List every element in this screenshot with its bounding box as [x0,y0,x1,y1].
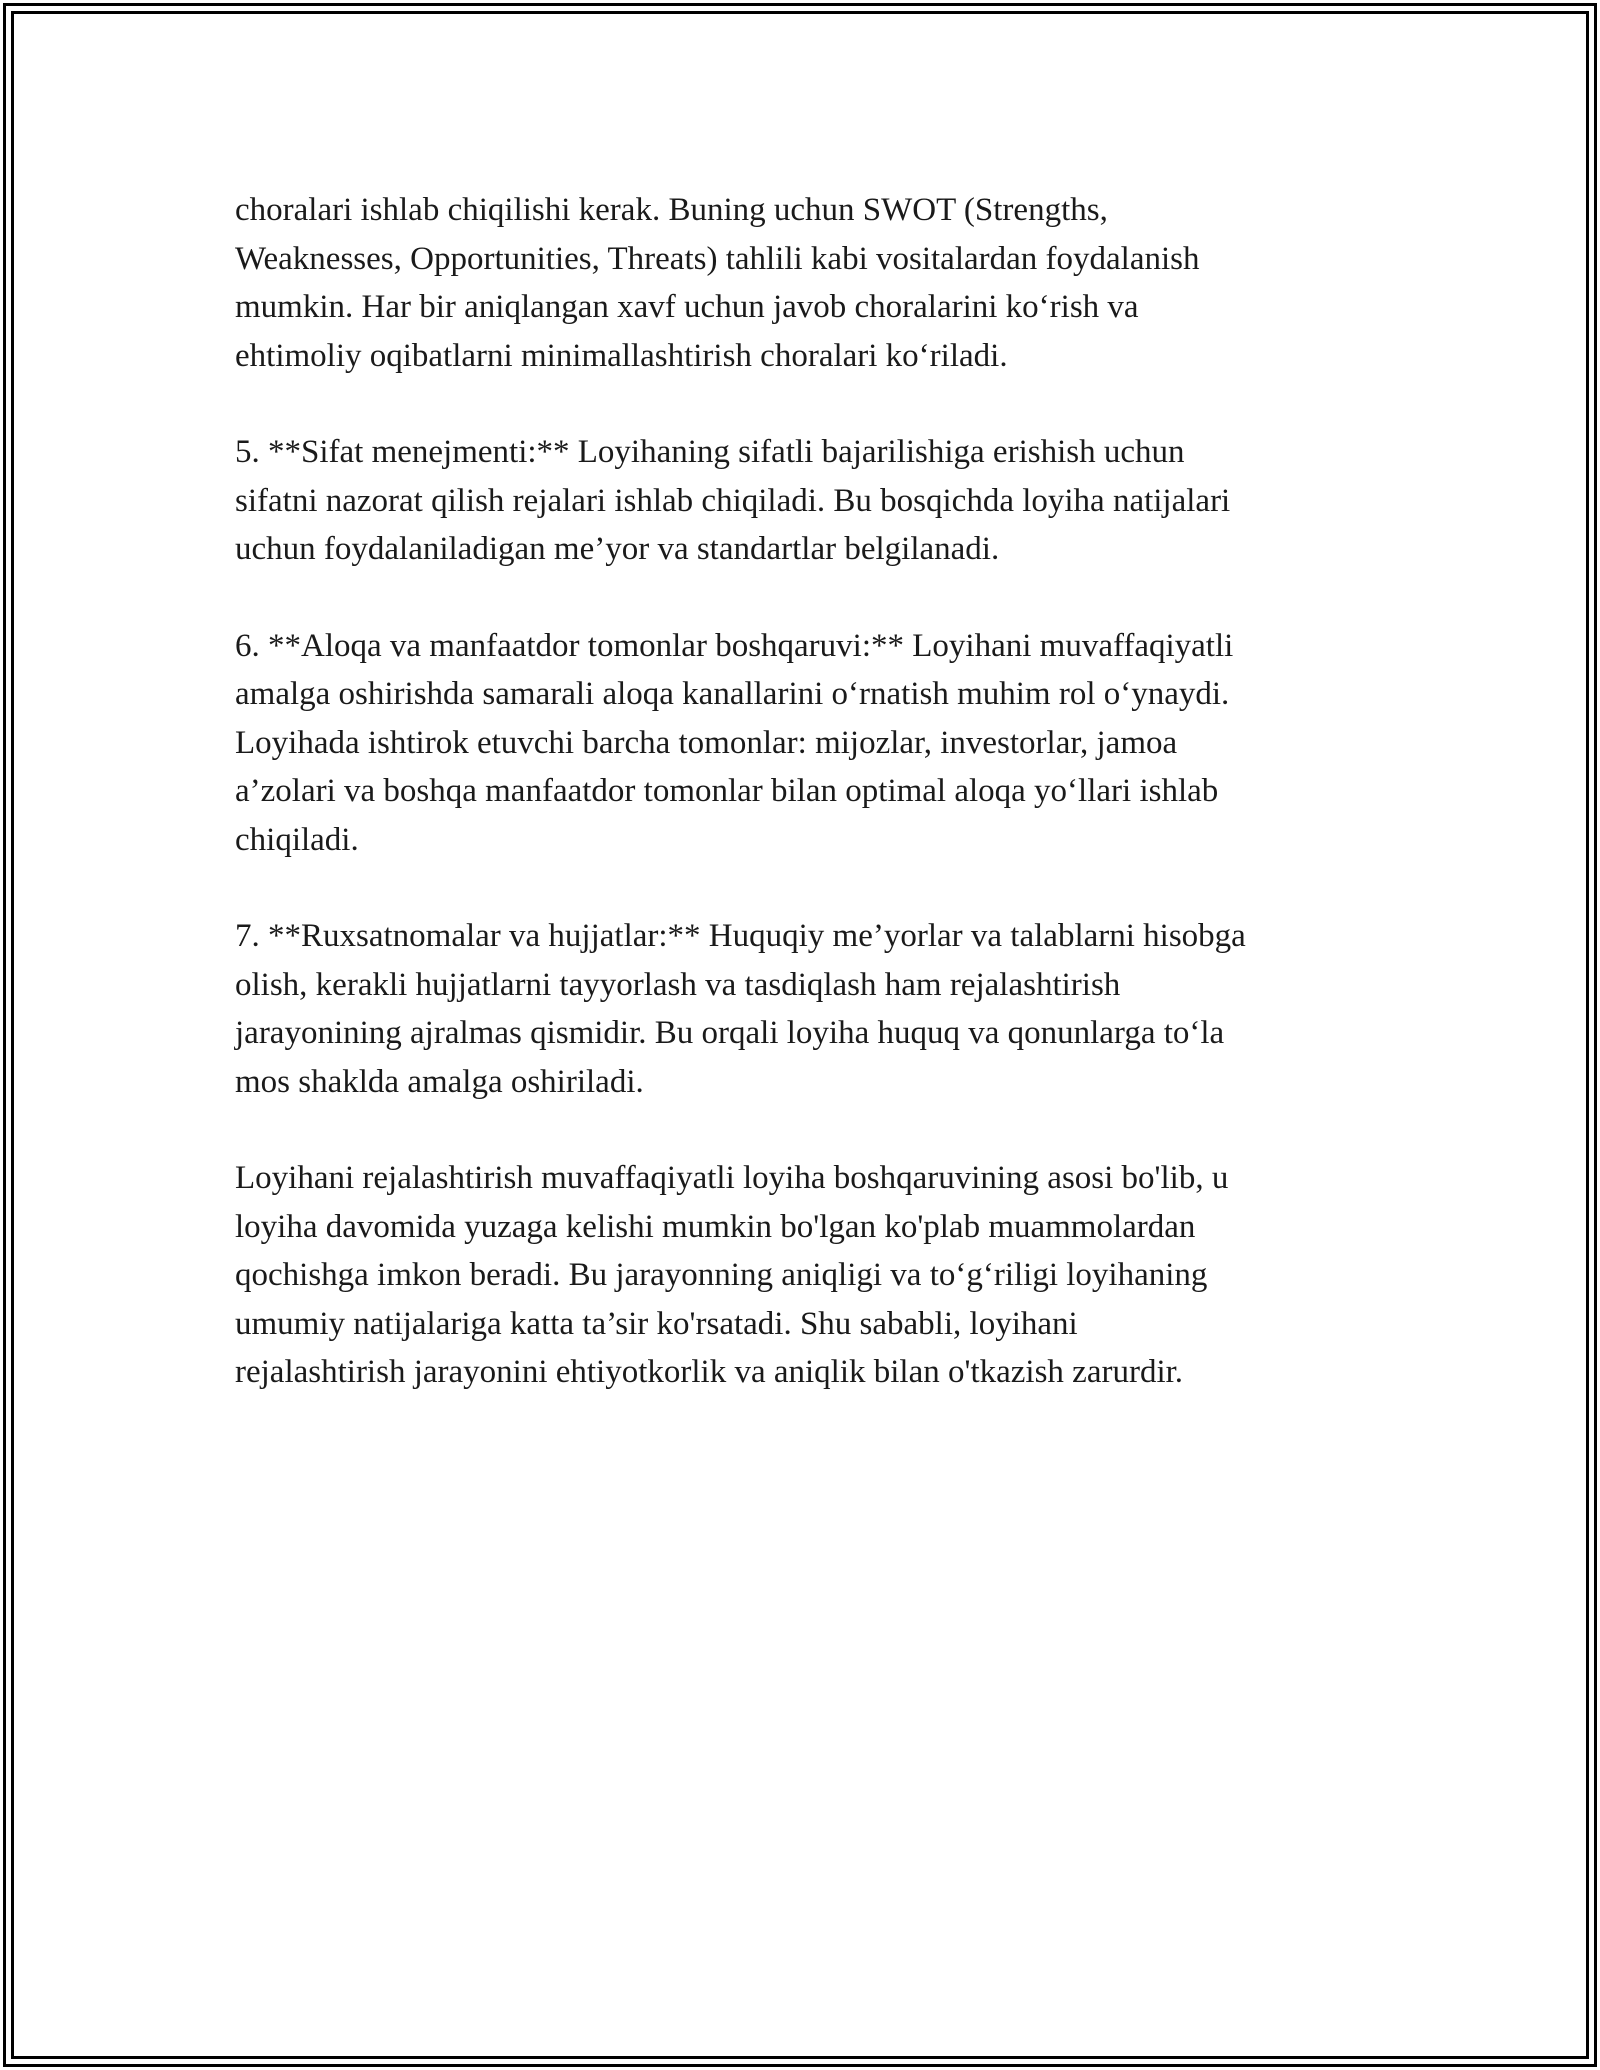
document-body [235,186,1375,1445]
paragraph-permits-documents: 7. **Ruxsatnomalar va hujjatlar:** Huquqiy me’yorlar va talablarni hisobga olish, kerakli hujjatlarni tayyorlash va tasdiqlash ham rejalashtirish jarayonining ajralmas qismidir. Bu orqali loyiha huquq va qonunlarga to‘la mos shaklda amalga oshiriladi. [235,918,1246,1100]
paragraph-conclusion: Loyihani rejalashtirish muvaffaqiyatli loyiha boshqaruvining asosi bo'lib, u loyiha davomida yuzaga kelishi mumkin bo'lgan ko'plab muammolardan qochishga imkon beradi. Bu jarayonning aniqligi va to‘g‘riligi loyihaning umumiy natijalariga katta ta’sir ko'rsatadi. Shu sababli, loyihani rejalashtirish jarayonini ehtiyotkorlik va aniqlik bilan o'tkazish zarurdir. [235,1160,1229,1390]
paragraph-communication-stakeholders: 6. **Aloqa va manfaatdor tomonlar boshqaruvi:** Loyihani muvaffaqiyatli amalga oshirishda samarali aloqa kanallarini o‘rnatish muhim rol o‘ynaydi. Loyihada ishtirok etuvchi barcha tomonlar: mijozlar, investorlar, jamoa a’zolari va boshqa manfaatdor tomonlar bilan optimal aloqa yo‘llari ishlab chiqiladi. [235,627,1234,858]
paragraph-risk-measures: choralari ishlab chiqilishi kerak. Buning uchun SWOT (Strengths, Weaknesses, Opportunities, Threats) tahlili kabi vositalardan foydalanish mumkin. Har bir aniqlangan xavf uchun javob choralarini ko‘rish va ehtimoliy oqibatlarni minimallashtirish choralari ko‘riladi. [235,192,1200,374]
paragraph-quality-management: 5. **Sifat menejmenti:** Loyihaning sifatli bajarilishiga erishish uchun sifatni nazorat qilish rejalari ishlab chiqiladi. Bu bosqichda loyiha natijalari uchun foydalaniladigan me’yor va standartlar belgilanadi. [235,434,1231,567]
